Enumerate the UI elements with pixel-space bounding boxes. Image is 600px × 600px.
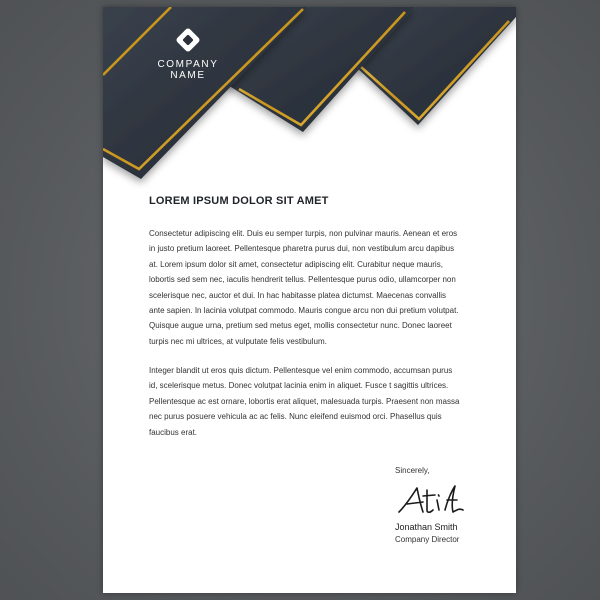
company-logo — [133, 25, 243, 81]
signer-role: Company Director — [395, 535, 460, 544]
diamond-logo-icon — [173, 25, 203, 55]
company-name-line1: COMPANY — [157, 59, 219, 70]
signature — [393, 480, 473, 520]
signer-name: Jonathan Smith — [395, 522, 458, 532]
body-paragraph-2: Integer blandit ut eros quis dictum. Pellentesque vel enim commodo, accumsan purus id, scelerisque metus. Donec volutpat lacinia enim in aliquet. Fusce t sagittis ultrices. Pellentesque ac est ornare, lobortis erat aliquet, malesuada turpis. Praesent non massa nec purus posuere vehicula ac ac felis. Nunc eleifend euismod orci. Phasellus quis faucibus erat. — [149, 366, 460, 437]
closing-text: Sincerely, — [395, 466, 430, 475]
letter-title: LOREM IPSUM DOLOR SIT AMET — [149, 195, 329, 207]
body-paragraph-1: Consectetur adipiscing elit. Duis eu semper turpis, non pulvinar mauris. Aenean et eros in justo pretium laoreet. Pellentesque pharetra purus dui, non vestibulum arcu dapibus at. Lorem ipsum dolor sit amet, consectetur adipiscing elit. Curabitur neque mauris, lobortis sed sem nec, iaculis hendrerit tellus. Pellentesque purus odio, ullamcorper non scelerisque nec, auctor et dui. In hac habitasse platea dictumst. Maecenas convallis ante sapien. In lacinia volutpat commodo. Mauris congue arcu non dui pretium volutpat. Quisque augue urna, pretium sed metus eget, mollis consectetur nunc. Donec laoreet turpis nec mi ultrices, at vulputate felis vestibulum. — [149, 229, 459, 346]
letterhead-page — [103, 7, 516, 593]
company-name-line2: NAME — [170, 70, 206, 81]
